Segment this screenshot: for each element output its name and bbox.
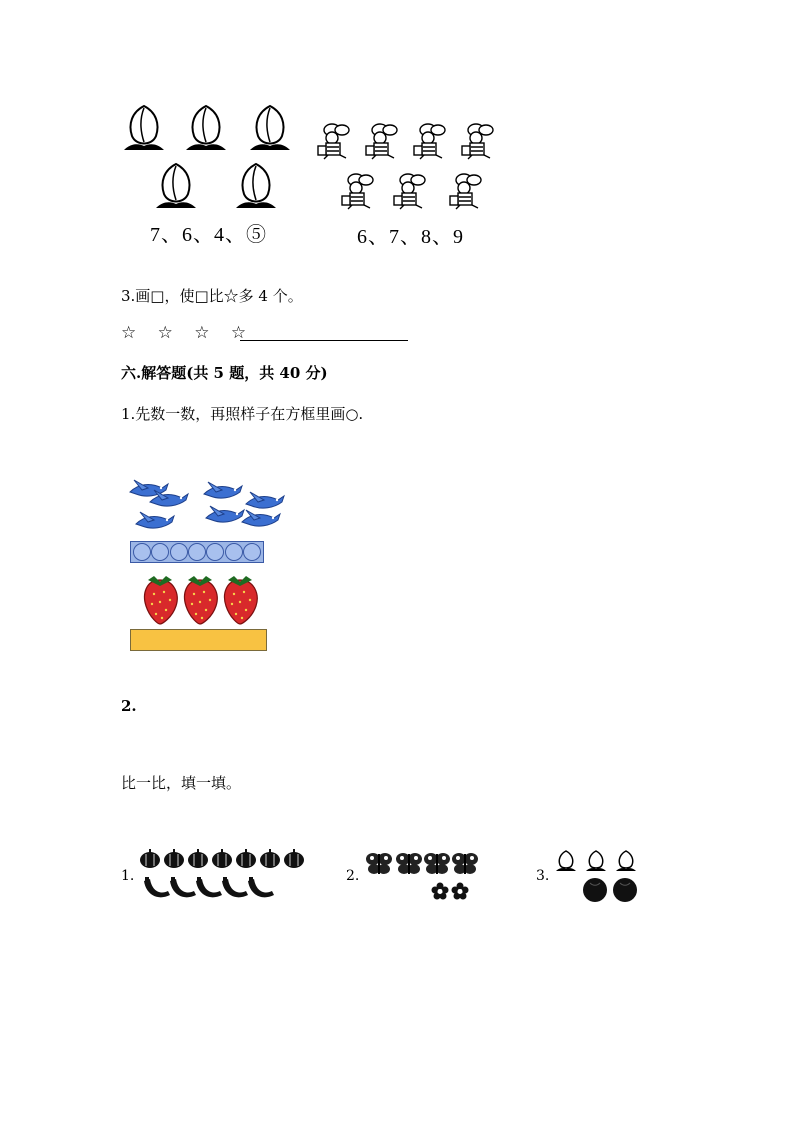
strawberry-answer-box[interactable] [130,629,267,651]
circle-icon [225,543,243,561]
pumpkin-icon [212,849,232,868]
tomato-icon [583,878,607,902]
banana-icon [144,877,170,897]
compare-item-1-label: 1. [121,868,135,884]
bee-icon [366,124,397,159]
question-1-text: 1.先数一数，再照样子在方框里画○. [121,405,364,423]
bee-number-options: 6、7、8、9 [357,226,464,248]
peach-icon [586,851,606,871]
strawberries-illustration [138,570,268,626]
strawberry-icon [145,576,178,624]
butterflies-flowers-illustration [364,849,484,905]
butterfly-icon [424,853,450,874]
flower-icon [432,883,449,900]
peach-icon [616,851,636,871]
strawberry-icon [185,576,218,624]
bee-icon [342,174,373,209]
bird-icon [246,492,284,508]
answer-blank-line[interactable] [240,340,408,341]
butterfly-icon [452,853,478,874]
bird-icon [136,512,174,528]
butterfly-icon [366,853,392,874]
compare-item-2-label: 2. [346,868,360,884]
circle-icon [188,543,206,561]
pumpkin-icon [188,849,208,868]
flower-icon [452,883,469,900]
peach-icon [124,106,164,150]
section-6-title: 六.解答题(共 5 题，共 40 分) [121,364,328,382]
peach-icon [250,106,290,150]
pumpkins-bananas-illustration [138,847,308,905]
bird-icon [130,480,168,496]
banana-icon [248,877,274,897]
question-3-text: 3.画□，使□比☆多 4 个。 [121,287,303,305]
peaches-tomatoes-illustration [554,847,646,905]
circle-icon [151,543,169,561]
peach-icon [156,164,196,208]
stars-row: ☆ ☆ ☆ ☆ [121,323,255,343]
peach-icon [556,851,576,871]
butterfly-icon [396,853,422,874]
banana-icon [222,877,248,897]
pumpkin-icon [164,849,184,868]
bird-icon [204,482,242,498]
compare-instruction: 比一比，填一填。 [121,774,242,792]
bee-icon [318,124,349,159]
strawberry-icon [225,576,258,624]
compare-item-3-label: 3. [536,868,550,884]
bee-icon [394,174,425,209]
question-2-number: 2. [121,697,137,715]
bee-icon [462,124,493,159]
peach-icon [236,164,276,208]
peach-number-options: 7、6、4、⑤ [150,224,267,246]
bee-icon [414,124,445,159]
pumpkin-icon [236,849,256,868]
banana-icon [170,877,196,897]
bees-illustration [316,122,506,214]
circle-icon [243,543,261,561]
circle-icon [133,543,151,561]
bee-icon [450,174,481,209]
peaches-illustration [120,100,300,212]
birds-illustration [128,476,288,534]
tomato-icon [613,878,637,902]
bird-icon [150,490,188,506]
banana-icon [196,877,222,897]
circle-icon [170,543,188,561]
pumpkin-icon [260,849,280,868]
circle-answer-box [130,541,264,563]
pumpkin-icon [140,849,160,868]
pumpkin-icon [284,849,304,868]
circle-icon [206,543,224,561]
bird-icon [242,510,280,526]
peach-icon [186,106,226,150]
bird-icon [206,506,244,522]
